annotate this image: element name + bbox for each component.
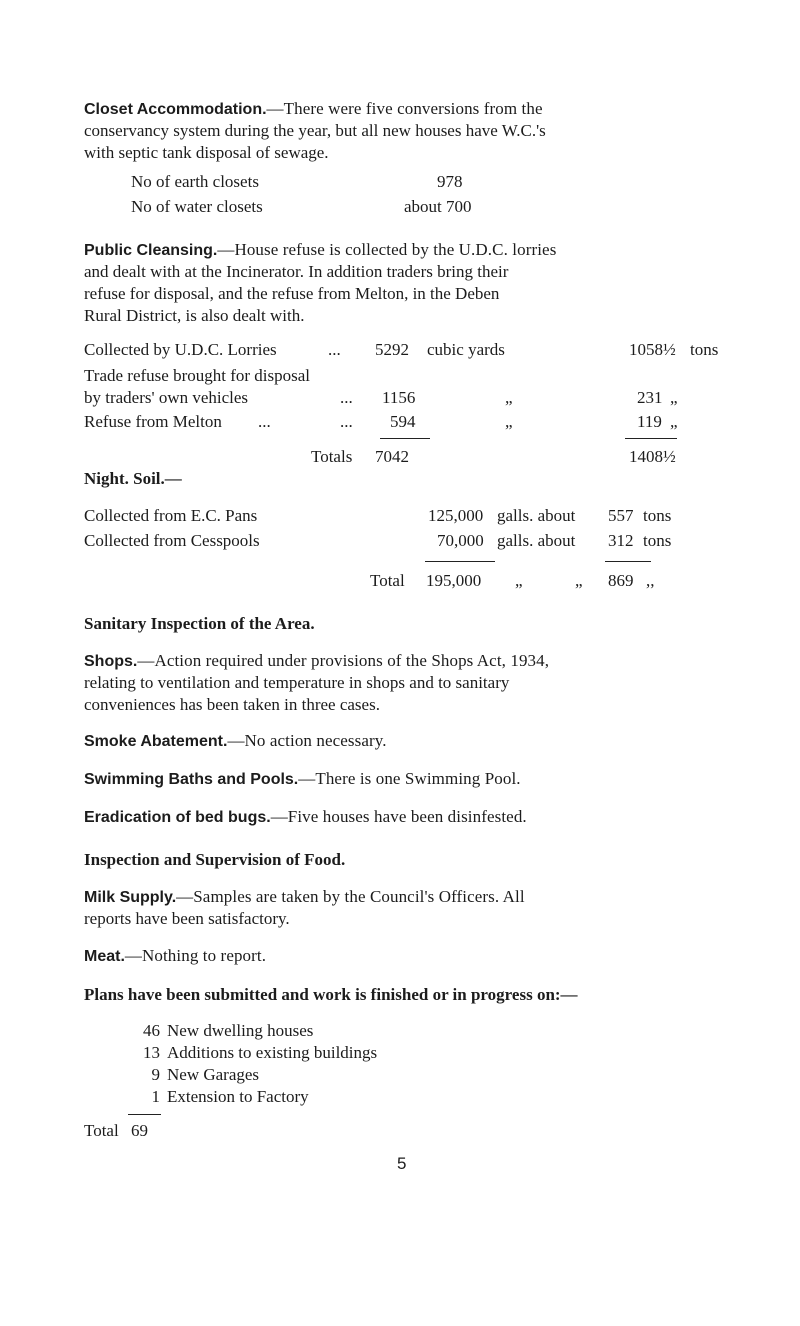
- totals-tons: 1408½: [629, 447, 676, 466]
- divider: [128, 1114, 161, 1115]
- plans-item-num: 1: [151, 1087, 160, 1106]
- plans-item-num: 46: [143, 1021, 160, 1040]
- divider: [605, 561, 651, 562]
- meat-text: —Nothing to report.: [124, 946, 267, 965]
- closet-text-line1: —There were five conversions from the: [266, 99, 543, 118]
- night-soil-row-tons: 557: [608, 506, 634, 525]
- night-soil-row-unit: galls. about: [497, 531, 576, 550]
- night-soil-total-ditto: „: [515, 571, 523, 590]
- night-soil-row-label: Collected from Cesspools: [84, 531, 260, 550]
- smoke-heading: Smoke Abatement.: [84, 733, 228, 750]
- refuse-row-dots: ...: [258, 412, 271, 431]
- shops-heading: Shops.: [84, 653, 138, 670]
- milk-text-line1: —Samples are taken by the Council's Officers. All: [176, 887, 525, 906]
- divider: [425, 561, 495, 562]
- night-soil-row-galls: 125,000: [428, 506, 484, 525]
- refuse-row-tons: 1058½: [629, 340, 676, 359]
- night-soil-heading: Night. Soil.—: [84, 469, 182, 488]
- plans-total-value: 69: [131, 1121, 148, 1140]
- closet-text-line3: with septic tank disposal of sewage.: [84, 143, 329, 162]
- refuse-row-dots: ...: [340, 412, 353, 431]
- closet-text-line2: conservancy system during the year, but all new houses have W.C.'s: [84, 121, 546, 140]
- night-soil-total-ditto: ,,: [646, 571, 655, 590]
- refuse-row-qty: 594: [390, 412, 416, 431]
- bugs-text: —Five houses have been disinfested.: [270, 807, 527, 826]
- night-soil-row-tons-unit: tons: [643, 531, 672, 550]
- public-cleansing-paragraph: [84, 240, 556, 260]
- refuse-row-dots: ...: [328, 340, 341, 359]
- refuse-row-tons-unit: „: [670, 412, 678, 431]
- divider: [380, 438, 430, 439]
- closet-heading: Closet Accommodation.: [84, 101, 267, 118]
- refuse-row-label: Refuse from Melton: [84, 412, 222, 431]
- night-soil-row-label: Collected from E.C. Pans: [84, 506, 258, 525]
- refuse-row-qty: 1156: [382, 388, 416, 407]
- night-soil-total-tons: 869: [608, 571, 634, 590]
- smoke-paragraph: [84, 731, 387, 751]
- refuse-row-dots: ...: [340, 388, 353, 407]
- plans-item-num: 13: [143, 1043, 160, 1062]
- totals-qty: 7042: [375, 447, 409, 466]
- refuse-row-qty: 5292: [375, 340, 409, 359]
- shops-paragraph: [84, 651, 549, 671]
- swimming-heading: Swimming Baths and Pools.: [84, 771, 299, 788]
- refuse-row-label: by traders' own vehicles: [84, 388, 249, 407]
- closet-row-label: No of water closets: [131, 197, 263, 216]
- bugs-heading: Eradication of bed bugs.: [84, 809, 271, 826]
- divider: [625, 438, 677, 439]
- food-heading: Inspection and Supervision of Food.: [84, 850, 346, 869]
- plans-item-num: 9: [151, 1065, 160, 1084]
- meat-heading: Meat.: [84, 948, 125, 965]
- totals-label: Totals: [311, 447, 353, 466]
- night-soil-total-galls: 195,000: [426, 571, 482, 590]
- bugs-paragraph: [84, 807, 527, 827]
- swimming-paragraph: [84, 769, 521, 789]
- plans-item-label: New Garages: [167, 1065, 260, 1084]
- public-cleansing-text-line3: refuse for disposal, and the refuse from Melton, in the Deben: [84, 284, 500, 303]
- plans-total-label: Total: [84, 1121, 119, 1140]
- night-soil-row-tons: 312: [608, 531, 634, 550]
- night-soil-total-ditto: „: [575, 571, 583, 590]
- night-soil-row-galls: 70,000: [437, 531, 484, 550]
- plans-heading: Plans have been submitted and work is finished or in progress on:—: [84, 985, 578, 1004]
- refuse-row-tons: 231: [637, 388, 663, 407]
- refuse-row-tons-unit: tons: [690, 340, 719, 359]
- sanitary-heading: Sanitary Inspection of the Area.: [84, 614, 315, 633]
- public-cleansing-text-line1: —House refuse is collected by the U.D.C. lorries: [217, 240, 557, 259]
- public-cleansing-heading: Public Cleansing.: [84, 242, 218, 259]
- page-number: 5: [397, 1154, 407, 1173]
- shops-text-line1: —Action required under provisions of the Shops Act, 1934,: [137, 651, 550, 670]
- plans-item-label: Extension to Factory: [167, 1087, 309, 1106]
- refuse-row-unit: cubic yards: [427, 340, 505, 359]
- refuse-row-unit: „: [505, 388, 513, 407]
- refuse-row-tons: 119: [637, 412, 662, 431]
- smoke-text: —No action necessary.: [227, 731, 387, 750]
- closet-row-value: 978: [437, 172, 463, 191]
- shops-text-line2: relating to ventilation and temperature in shops and to sanitary: [84, 673, 510, 692]
- night-soil-row-tons-unit: tons: [643, 506, 672, 525]
- night-soil-row-unit: galls. about: [497, 506, 576, 525]
- milk-heading: Milk Supply.: [84, 889, 177, 906]
- milk-text-line2: reports have been satisfactory.: [84, 909, 290, 928]
- closet-row-value: about 700: [404, 197, 472, 216]
- plans-item-label: Additions to existing buildings: [167, 1043, 378, 1062]
- refuse-row-label-line1: Trade refuse brought for disposal: [84, 366, 310, 385]
- refuse-row-unit: „: [505, 412, 513, 431]
- closet-paragraph: [84, 99, 543, 119]
- night-soil-total-label: Total: [370, 571, 405, 590]
- shops-text-line3: conveniences has been taken in three cases.: [84, 695, 380, 714]
- refuse-row-tons-unit: „: [670, 388, 678, 407]
- milk-paragraph: [84, 887, 525, 907]
- meat-paragraph: [84, 946, 266, 966]
- swimming-text: —There is one Swimming Pool.: [298, 769, 521, 788]
- closet-row-label: No of earth closets: [131, 172, 259, 191]
- public-cleansing-text-line4: Rural District, is also dealt with.: [84, 306, 305, 325]
- plans-item-label: New dwelling houses: [167, 1021, 314, 1040]
- public-cleansing-text-line2: and dealt with at the Incinerator. In addition traders bring their: [84, 262, 509, 281]
- refuse-row-label: Collected by U.D.C. Lorries: [84, 340, 277, 359]
